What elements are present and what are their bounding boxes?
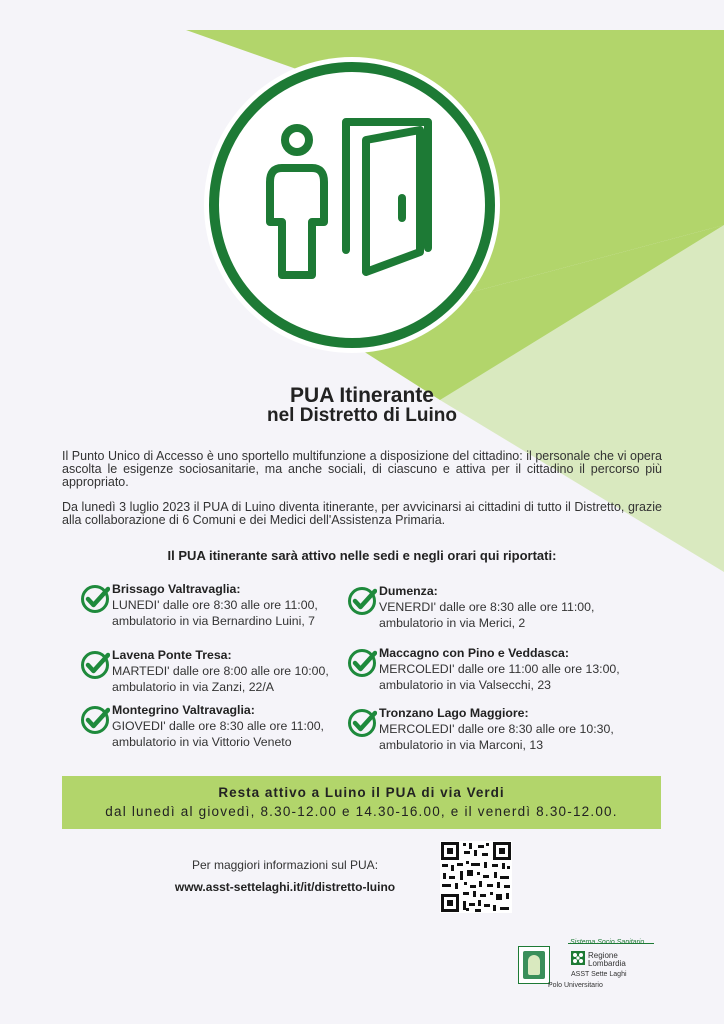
location-name: Dumenza: <box>379 584 438 598</box>
info-link[interactable]: www.asst-settelaghi.it/it/distretto-luino <box>174 880 396 894</box>
banner-hours: dal lunedì al giovedì, 8.30-12.00 e 14.30-16.00, e il venerdì 8.30-12.00. <box>105 804 618 819</box>
banner-title: Resta attivo a Luino il PUA di via Verdi <box>218 785 505 800</box>
location-address: ambulatorio in via Bernardino Luini, 7 <box>112 614 316 628</box>
qr-code-icon[interactable] <box>440 841 512 913</box>
luino-office-banner <box>62 776 661 829</box>
location-name: Montegrino Valtravaglia: <box>112 703 255 717</box>
university-seal-icon <box>518 946 550 984</box>
person-door-icon <box>0 0 724 400</box>
location-address: ambulatorio in via Merici, 2 <box>379 616 526 630</box>
location-schedule: VENERDI' dalle ore 8:30 alle ore 11:00, <box>379 600 595 614</box>
page-title: PUA Itinerante <box>290 384 434 407</box>
more-info <box>150 858 420 894</box>
check-circle-icon <box>80 650 110 680</box>
location-schedule: MARTEDI' dalle ore 8:00 alle ore 10:00, <box>112 664 329 678</box>
location-name: Maccagno con Pino e Veddasca: <box>379 646 569 660</box>
system-label: Sistema Socio Sanitario <box>570 939 645 946</box>
location-schedule: MERCOLEDI' dalle ore 8:30 alle ore 10:30, <box>379 722 614 736</box>
region-label-1: Regione <box>588 951 618 960</box>
location-address: ambulatorio in via Vittorio Veneto <box>112 735 292 749</box>
announcement-paragraph: Da lunedì 3 luglio 2023 il PUA di Luino diventa itinerante, per avvicinarsi ai cittadini di tutto il Distretto, grazie alla collaborazione di 6 Comuni e dei Medici dell'Assistenza Primaria. <box>62 500 662 527</box>
institution-logos <box>516 940 656 995</box>
location-address: ambulatorio in via Marconi, 13 <box>379 738 544 752</box>
check-circle-icon <box>347 708 377 738</box>
check-circle-icon <box>80 584 110 614</box>
intro-paragraph: Il Punto Unico di Accesso è uno sportello multifunzione a disposizione del cittadino: il personale che vi opera ascolta le esigenze sociosanitarie, ma anche sociali, di ciascuno e attiva per il cittadino il percorso più appropriato. <box>62 449 662 489</box>
location-name: Tronzano Lago Maggiore: <box>379 706 529 720</box>
page-subtitle: nel Distretto di Luino <box>267 405 457 426</box>
check-circle-icon <box>347 648 377 678</box>
location-address: ambulatorio in via Valsecchi, 23 <box>379 678 552 692</box>
location-schedule: GIOVEDI' dalle ore 8:30 alle ore 11:00, <box>112 719 324 733</box>
info-label: Per maggiori informazioni sul PUA: <box>191 858 379 872</box>
location-name: Lavena Ponte Tresa: <box>112 648 232 662</box>
check-circle-icon <box>80 705 110 735</box>
location-schedule: MERCOLEDI' dalle ore 11:00 alle ore 13:00, <box>379 662 620 676</box>
check-circle-icon <box>347 586 377 616</box>
polo-label: Polo Universitario <box>548 982 603 989</box>
location-name: Brissago Valtravaglia: <box>112 582 241 596</box>
asst-label: ASST Sette Laghi <box>571 971 627 978</box>
schedule-heading: Il PUA itinerante sarà attivo nelle sedi e negli orari qui riportati: <box>167 548 557 563</box>
location-schedule: LUNEDI' dalle ore 8:30 alle ore 11:00, <box>112 598 318 612</box>
region-label-2: Lombardia <box>588 959 626 968</box>
lombardia-rose-icon <box>571 951 585 965</box>
location-address: ambulatorio in via Zanzi, 22/A <box>112 680 274 694</box>
